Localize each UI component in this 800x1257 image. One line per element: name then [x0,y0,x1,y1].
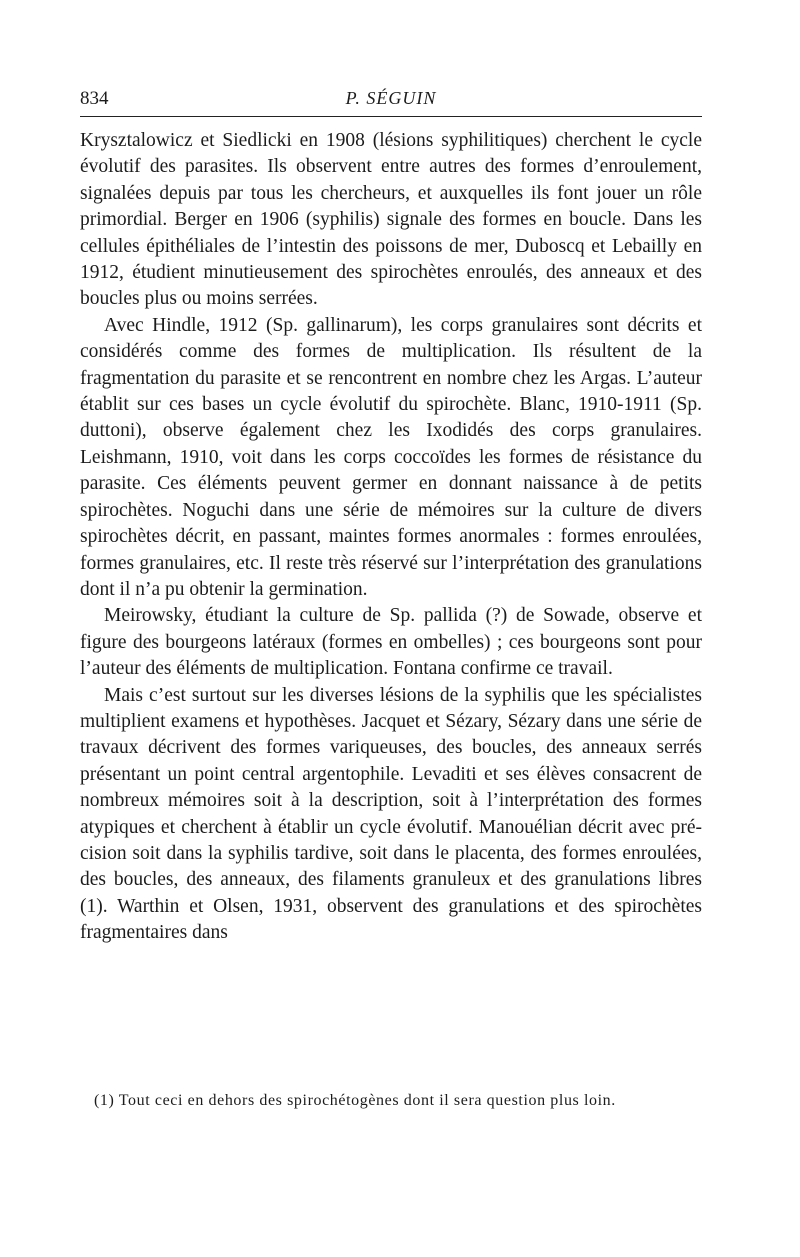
page-number: 834 [80,88,109,109]
running-head: P. SÉGUIN [345,88,437,108]
paragraph: Avec Hindle, 1912 (Sp. gallinarum), les corps granulaires sont décrits et considérés comme des formes de multiplication. Ils résultent de la fragmentation du parasite et se rencontrent en nombre chez les Argas. L’auteur établit sur ces bases un cycle évolutif du spirochète. Blanc, 1910-1911 (Sp. duttoni), observe également chez les Ixodidés des corps granulaires. Leishmann, 1910, voit dans les corps coccoïdes les formes de résistance du parasite. Ces éléments peuvent germer en donnant naissance à de petits spirochètes. Noguchi dans une série de mémoires sur la culture de divers spirochètes décrit, en passant, maintes formes anormales : formes enroulées, formes granulaires, etc. Il reste très réservé sur l’interprétation des granulations dont il n’a pu obtenir la germination. [80,314,702,600]
header-rule [80,116,702,117]
paragraph: Meirowsky, étudiant la culture de Sp. pallida (?) de Sowade, observe et figure des bourgeons latéraux (formes en ombelles) ; ces bourgeons sont pour l’auteur des éléments de multiplication. Fontana confirme ce travail. [80,605,702,680]
paragraph: Krysztalowicz et Siedlicki en 1908 (lésions syphilitiques) cherchent le cycle évolutif des parasites. Ils observent entre autres des formes d’enroulement, signalées depuis par tous les chercheurs, et auxquelles ils font jouer un rôle primordial. Berger en 1906 (syphilis) signale des formes en boucle. Dans les cellules épithéliales de l’intestin des poissons de mer, Duboscq et Lebailly en 1912, étudient minutieusement des spirochètes enroulés, des anneaux et des boucles plus ou moins serrées. [80,130,702,310]
page-header [80,88,702,116]
body-text [80,128,702,947]
paragraph: Mais c’est surtout sur les diverses lésions de la syphilis que les spécialistes multiplient examens et hypothèses. Jacquet et Sézary, Sézary dans une série de travaux décrivent des formes variqueuses, des boucles, des anneaux serrés présentant un point central argentophile. Levaditi et ses élèves consacrent de nombreux mémoires soit à la description, soit à l’interprétation des formes atypiques et cherchent à établir un cycle évolutif. Manouélian décrit avec précision soit dans la syphilis tardive, soit dans le placenta, des formes enroulées, des boucles, des anneaux, des filaments granuleux et des granulations libres (1). Warthin et Olsen, 1931, observent des granulations et des spirochètes fragmentaires dans [80,684,702,944]
footnote: (1) Tout ceci en dehors des spirochétogènes dont il sera question plus loin. [94,1092,616,1109]
